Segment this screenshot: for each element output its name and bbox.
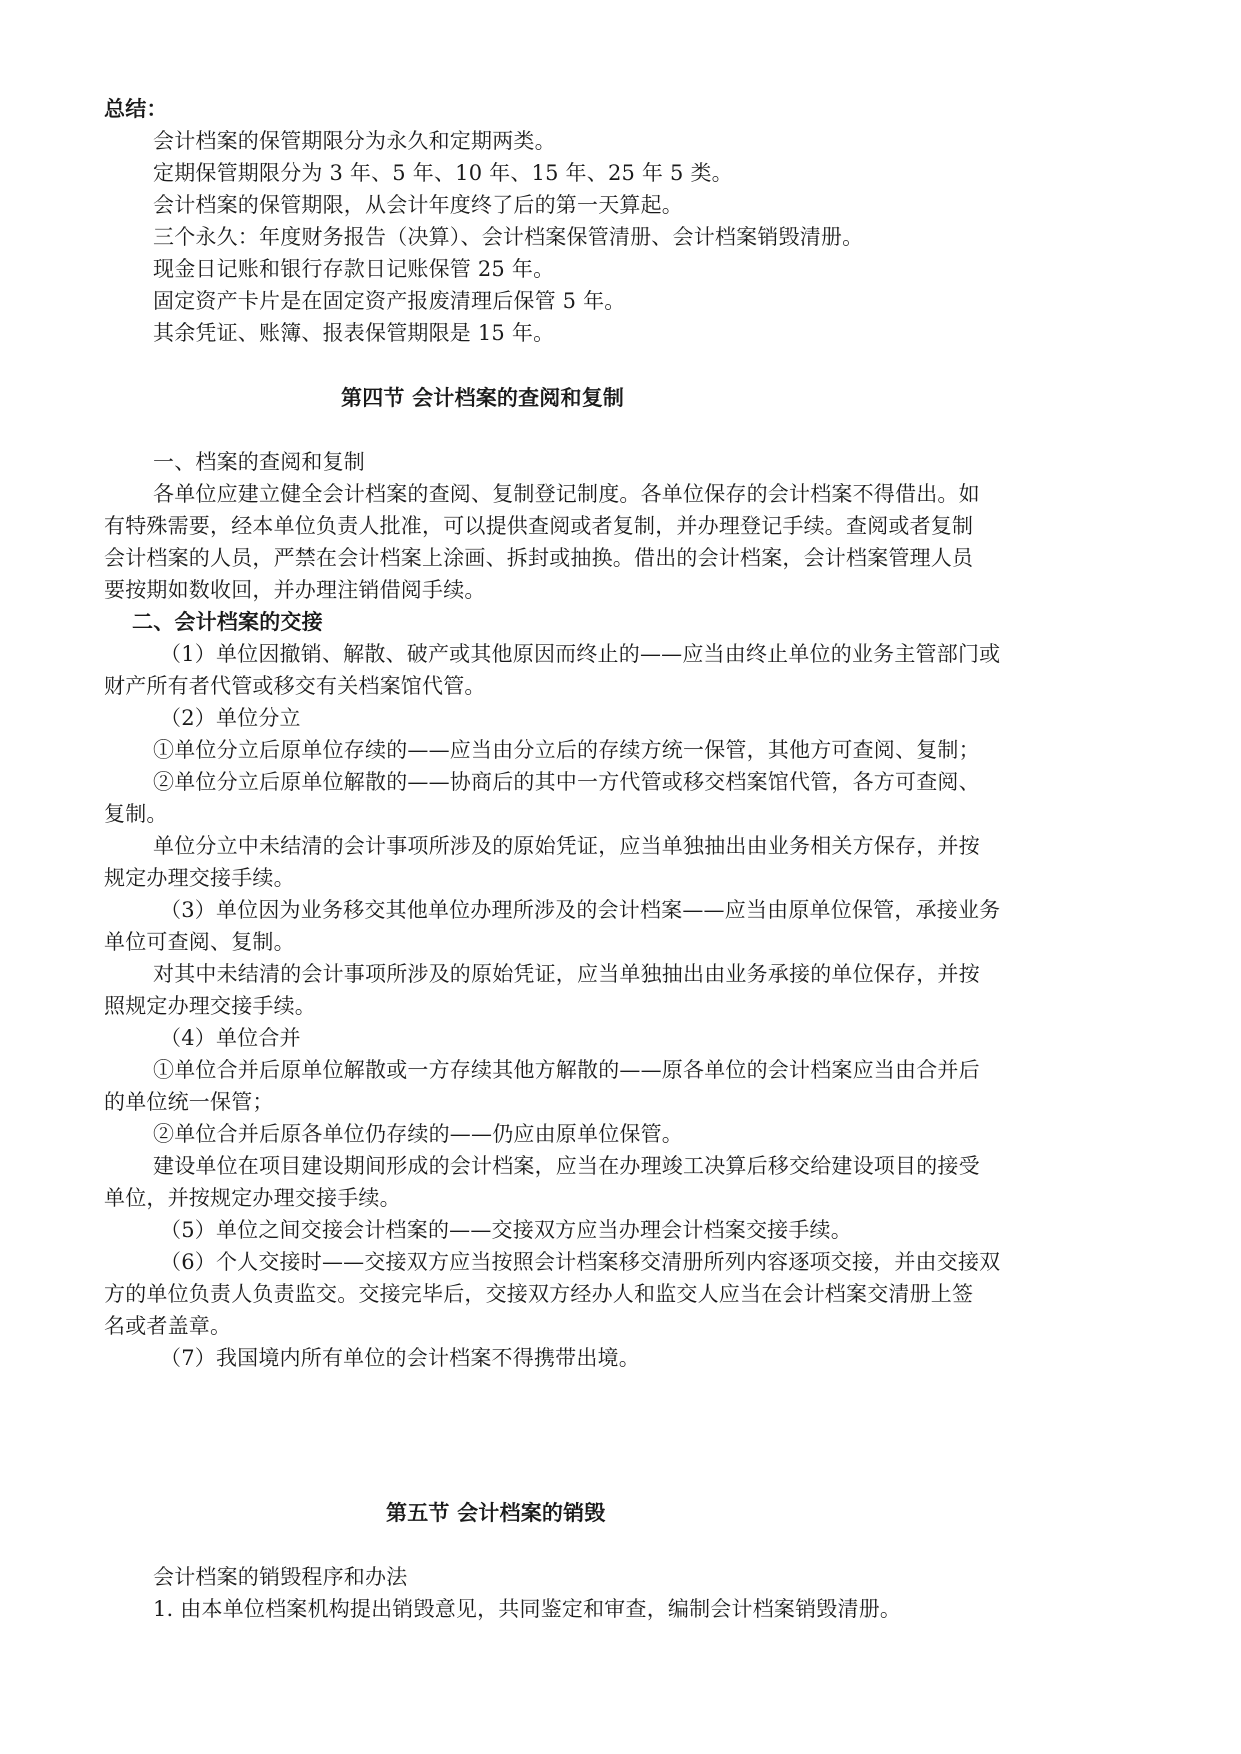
summary-item: 定期保管期限分为 3 年、5 年、10 年、15 年、25 年 5 类。 bbox=[153, 161, 733, 185]
paragraph-line: 单位分立中未结清的会计事项所涉及的原始凭证，应当单独抽出由业务相关方保存，并按 bbox=[153, 834, 980, 858]
summary-item: 其余凭证、账簿、报表保管期限是 15 年。 bbox=[153, 321, 555, 345]
paragraph-line: （1）单位因撤销、解散、破产或其他原因而终止的——应当由终止单位的业务主管部门或 bbox=[160, 642, 1001, 666]
paragraph-line: 名或者盖章。 bbox=[104, 1314, 232, 1338]
paragraph-line: 对其中未结清的会计事项所涉及的原始凭证，应当单独抽出由业务承接的单位保存，并按 bbox=[153, 962, 980, 986]
paragraph-line: 单位，并按规定办理交接手续。 bbox=[104, 1186, 401, 1210]
summary-item: 会计档案的保管期限分为永久和定期两类。 bbox=[153, 129, 556, 153]
paragraph-line: （6）个人交接时——交接双方应当按照会计档案移交清册所列内容逐项交接，并由交接双 bbox=[160, 1250, 1001, 1274]
paragraph-line: （7）我国境内所有单位的会计档案不得携带出境。 bbox=[160, 1346, 640, 1370]
subsection-2-title: 二、会计档案的交接 bbox=[132, 610, 323, 634]
paragraph-line: 规定办理交接手续。 bbox=[104, 866, 295, 890]
summary-item: 会计档案的保管期限，从会计年度终了后的第一天算起。 bbox=[153, 193, 683, 217]
paragraph-line: ①单位合并后原单位解散或一方存续其他方解散的——原各单位的会计档案应当由合并后 bbox=[153, 1058, 980, 1082]
paragraph-line: ②单位分立后原单位解散的——协商后的其中一方代管或移交档案馆代管，各方可查阅、 bbox=[153, 770, 980, 794]
subsection-1-title: 一、档案的查阅和复制 bbox=[153, 450, 365, 474]
paragraph-line: 1. 由本单位档案机构提出销毁意见，共同鉴定和审查，编制会计档案销毁清册。 bbox=[153, 1597, 902, 1621]
paragraph-line: （4）单位合并 bbox=[160, 1026, 301, 1050]
summary-title: 总结： bbox=[104, 97, 168, 121]
paragraph-line: 复制。 bbox=[104, 802, 168, 826]
paragraph-line: 有特殊需要，经本单位负责人批准，可以提供查阅或者复制，并办理登记手续。查阅或者复制 bbox=[104, 514, 974, 538]
paragraph-line: （5）单位之间交接会计档案的——交接双方应当办理会计档案交接手续。 bbox=[160, 1218, 852, 1242]
paragraph-line: 会计档案的人员，严禁在会计档案上涂画、拆封或抽换。借出的会计档案，会计档案管理人员 bbox=[104, 546, 974, 570]
paragraph-line: 方的单位负责人负责监交。交接完毕后，交接双方经办人和监交人应当在会计档案交清册上签 bbox=[104, 1282, 974, 1306]
paragraph-line: 要按期如数收回，并办理注销借阅手续。 bbox=[104, 578, 486, 602]
paragraph-line: 财产所有者代管或移交有关档案馆代管。 bbox=[104, 674, 486, 698]
paragraph-line: 单位可查阅、复制。 bbox=[104, 930, 295, 954]
paragraph-line: （3）单位因为业务移交其他单位办理所涉及的会计档案——应当由原单位保管，承接业务 bbox=[160, 898, 1001, 922]
summary-item: 现金日记账和银行存款日记账保管 25 年。 bbox=[153, 257, 555, 281]
paragraph-line: 照规定办理交接手续。 bbox=[104, 994, 316, 1018]
paragraph-line: （2）单位分立 bbox=[160, 706, 301, 730]
paragraph-line: 建设单位在项目建设期间形成的会计档案，应当在办理竣工决算后移交给建设项目的接受 bbox=[153, 1154, 980, 1178]
section-4-heading: 第四节 会计档案的查阅和复制 bbox=[341, 386, 625, 410]
summary-item: 固定资产卡片是在固定资产报废清理后保管 5 年。 bbox=[153, 289, 626, 313]
paragraph-line: 会计档案的销毁程序和办法 bbox=[153, 1565, 408, 1589]
section-5-heading: 第五节 会计档案的销毁 bbox=[386, 1501, 606, 1525]
paragraph-line: 的单位统一保管； bbox=[104, 1090, 274, 1114]
paragraph-line: 各单位应建立健全会计档案的查阅、复制登记制度。各单位保存的会计档案不得借出。如 bbox=[153, 482, 980, 506]
paragraph-line: ②单位合并后原各单位仍存续的——仍应由原单位保管。 bbox=[153, 1122, 683, 1146]
summary-item: 三个永久：年度财务报告（决算）、会计档案保管清册、会计档案销毁清册。 bbox=[153, 225, 864, 249]
paragraph-line: ①单位分立后原单位存续的——应当由分立后的存续方统一保管，其他方可查阅、复制； bbox=[153, 738, 980, 762]
